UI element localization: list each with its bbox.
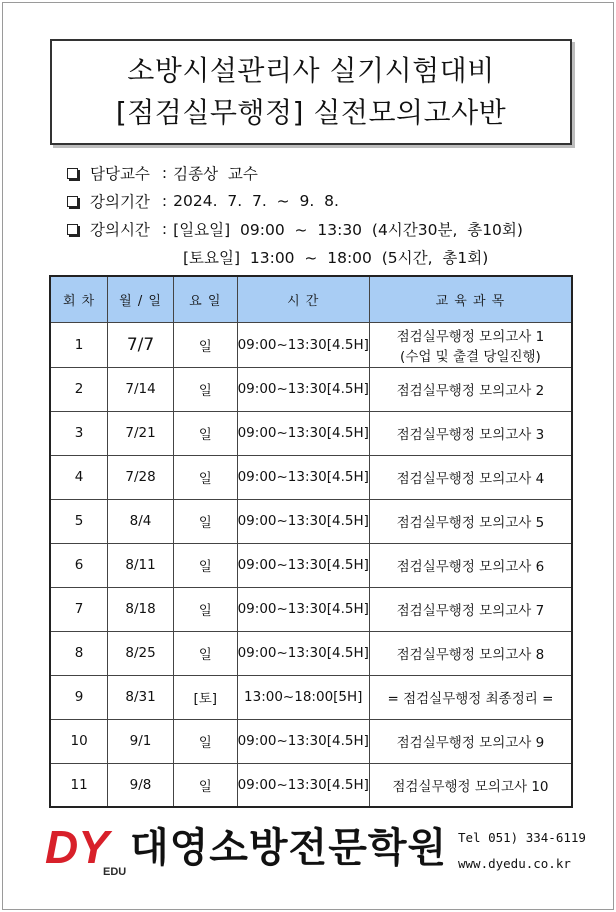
colon-separator: : [161, 164, 168, 182]
academy-website: www.dyedu.co.kr [458, 856, 571, 871]
cell-subject-note: (수업 및 출결 당일진행) [400, 348, 541, 365]
cell-day: 일 [173, 499, 237, 543]
header-day: 요 일 [173, 276, 237, 322]
cell-date: 9/8 [108, 763, 174, 807]
cell-day: 일 [173, 763, 237, 807]
info-instructor [67, 159, 587, 187]
academy-tel: Tel 051) 334-6119 [458, 830, 586, 845]
time-value-sunday: [일요일] 09:00 ~ 13:30 (4시간30분, 총10회) [173, 221, 523, 239]
period-value: 2024. 7. 7. ~ 9. 8. [173, 192, 339, 210]
cell-date: 8/25 [108, 631, 174, 675]
table-row [50, 499, 572, 543]
title-line-1: 소방시설관리사 실기시험대비 [127, 54, 495, 87]
checkbox-bullet-icon [67, 224, 78, 235]
cell-time: 09:00~13:30[4.5H] [237, 499, 369, 543]
instructor-value: 김종상 교수 [173, 165, 258, 183]
cell-subject: 점검실무행정 모의고사 2 [369, 367, 572, 411]
cell-session: 8 [50, 631, 108, 675]
table-row [50, 411, 572, 455]
cell-day: 일 [173, 411, 237, 455]
table-header-row [50, 276, 572, 322]
table-row [50, 631, 572, 675]
info-time-continued [67, 243, 587, 271]
cell-session: 9 [50, 675, 108, 719]
instructor-label: 담당교수 [90, 165, 150, 183]
cell-day: 일 [173, 631, 237, 675]
cell-day: [토] [173, 675, 237, 719]
table-row [50, 763, 572, 807]
cell-session: 3 [50, 411, 108, 455]
cell-session: 5 [50, 499, 108, 543]
cell-subject: 점검실무행정 모의고사 6 [369, 543, 572, 587]
cell-subject [369, 322, 572, 367]
cell-subject-line: 점검실무행정 모의고사 1 [396, 328, 545, 345]
cell-subject: 점검실무행정 모의고사 10 [369, 763, 572, 807]
cell-session: 6 [50, 543, 108, 587]
info-time [67, 215, 587, 243]
schedule-table [49, 275, 573, 808]
time-label: 강의시간 [90, 221, 150, 239]
header-date: 월 / 일 [108, 276, 174, 322]
cell-time: 09:00~13:30[4.5H] [237, 455, 369, 499]
header-time: 시 간 [237, 276, 369, 322]
cell-date: 9/1 [108, 719, 174, 763]
checkbox-bullet-icon [67, 168, 78, 179]
cell-day: 일 [173, 719, 237, 763]
cell-subject: 점검실무행정 모의고사 4 [369, 455, 572, 499]
cell-subject: 점검실무행정 모의고사 7 [369, 587, 572, 631]
cell-session: 7 [50, 587, 108, 631]
colon-separator: : [161, 220, 168, 238]
cell-session: 1 [50, 322, 108, 367]
table-row [50, 455, 572, 499]
cell-date: 8/18 [108, 587, 174, 631]
time-value-saturday: [토요일] 13:00 ~ 18:00 (5시간, 총1회) [183, 249, 489, 267]
cell-session: 10 [50, 719, 108, 763]
cell-day: 일 [173, 455, 237, 499]
cell-subject: 점검실무행정 모의고사 5 [369, 499, 572, 543]
cell-date: 8/31 [108, 675, 174, 719]
cell-session: 2 [50, 367, 108, 411]
academy-contact [458, 825, 586, 877]
page [2, 2, 614, 910]
cell-subject: 점검실무행정 모의고사 8 [369, 631, 572, 675]
cell-time: 09:00~13:30[4.5H] [237, 587, 369, 631]
title-box [50, 39, 572, 145]
info-period [67, 187, 587, 215]
cell-session: 11 [50, 763, 108, 807]
cell-date: 7/14 [108, 367, 174, 411]
cell-subject: = 점검실무행정 최종정리 = [369, 675, 572, 719]
dy-edu-logo-icon [43, 821, 133, 877]
table-row [50, 367, 572, 411]
course-info [67, 159, 587, 271]
cell-day: 일 [173, 322, 237, 367]
cell-subject: 점검실무행정 모의고사 9 [369, 719, 572, 763]
logo-sub-text: EDU [103, 866, 127, 877]
cell-time: 09:00~13:30[4.5H] [237, 631, 369, 675]
period-label: 강의기간 [90, 193, 150, 211]
cell-time: 09:00~13:30[4.5H] [237, 367, 369, 411]
header-session: 회 차 [50, 276, 108, 322]
cell-time: 09:00~13:30[4.5H] [237, 763, 369, 807]
cell-date: 8/11 [108, 543, 174, 587]
table-row [50, 719, 572, 763]
table-row [50, 543, 572, 587]
logo-letters: DY [45, 821, 109, 873]
academy-name: 대영소방전문학원 [130, 825, 448, 871]
table-row [50, 587, 572, 631]
table-row [50, 675, 572, 719]
cell-time: 09:00~13:30[4.5H] [237, 411, 369, 455]
cell-subject: 점검실무행정 모의고사 3 [369, 411, 572, 455]
cell-day: 일 [173, 587, 237, 631]
colon-separator: : [161, 192, 168, 210]
cell-date: 7/28 [108, 455, 174, 499]
checkbox-bullet-icon [67, 196, 78, 207]
cell-time: 13:00~18:00[5H] [237, 675, 369, 719]
title-line-2: [점검실무행정] 실전모의고사반 [115, 96, 507, 129]
cell-time: 09:00~13:30[4.5H] [237, 719, 369, 763]
header-subject: 교 육 과 목 [369, 276, 572, 322]
cell-date: 8/4 [108, 499, 174, 543]
table-row [50, 322, 572, 367]
cell-date: 7/7 [108, 322, 174, 367]
cell-time: 09:00~13:30[4.5H] [237, 322, 369, 367]
cell-day: 일 [173, 543, 237, 587]
cell-session: 4 [50, 455, 108, 499]
cell-time: 09:00~13:30[4.5H] [237, 543, 369, 587]
cell-day: 일 [173, 367, 237, 411]
cell-date: 7/21 [108, 411, 174, 455]
